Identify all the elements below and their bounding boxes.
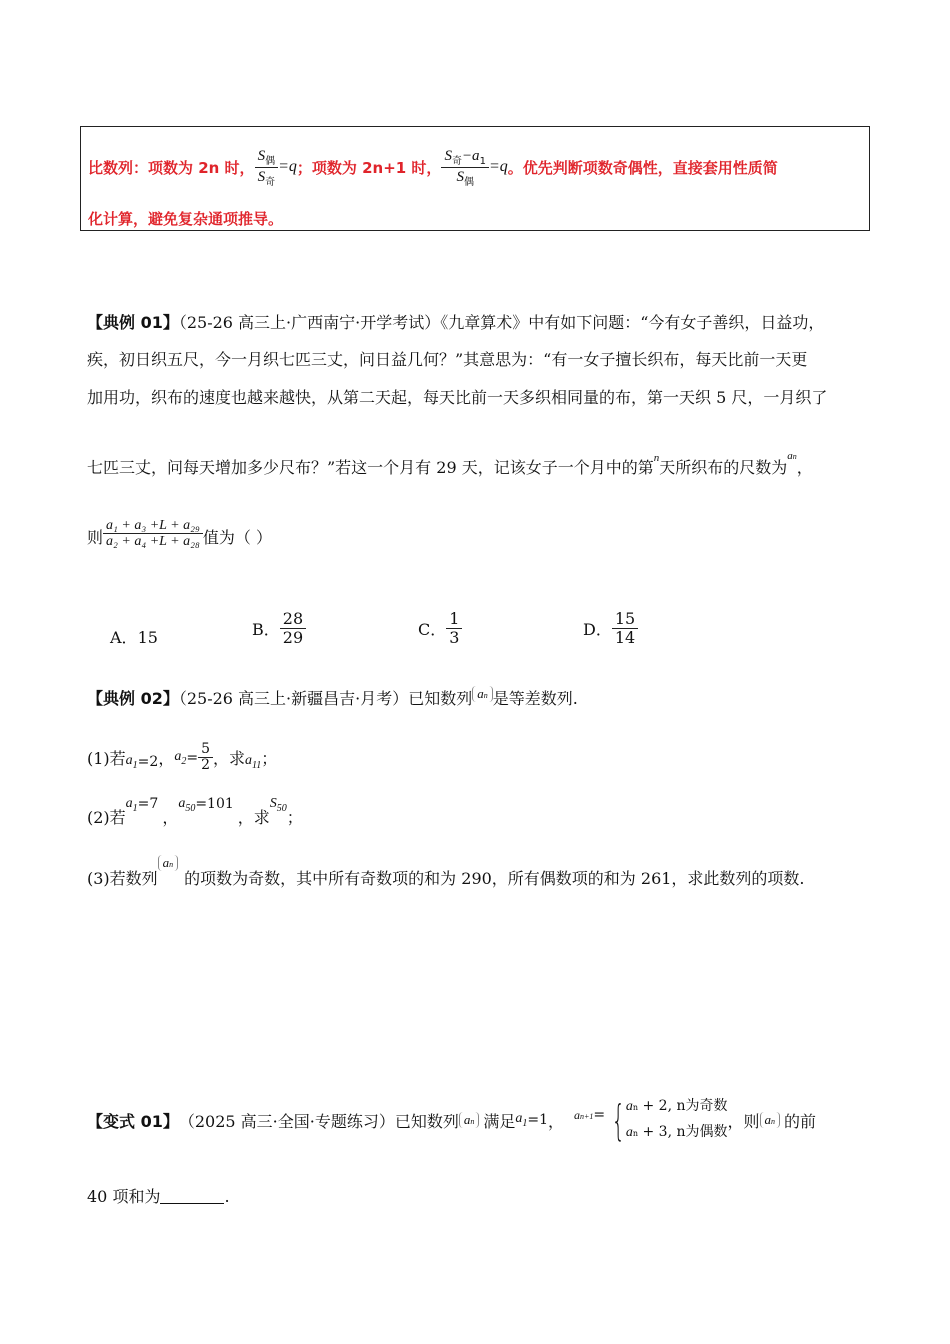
var1-line-2: 40 项和为 . <box>87 1187 230 1206</box>
ex2-part-2: (2)若 $a_1$ =7 ， $a_{50}$ =101 ，求 $S_{50}$ ； <box>87 796 303 827</box>
ex2-sequence-set-2: an <box>158 855 179 871</box>
ex1-line-4: 七匹三丈，问每天增加多少尺布？”若这一个月有 29 天，记该女子一个月中的第$^n$天所织布的尺数为$^{an}$， <box>87 450 813 477</box>
var1-source: （2025 高三·全国·专题练习） <box>178 1111 395 1131</box>
ex1-source: （25-26 高三上·广西南宁·开学考试） <box>178 313 441 332</box>
ex1-line-2: 疾，初日织五尺，今一月织七匹三丈，问日益几何？”其意思为：“有一女子擅长织布，每天比前一天更 <box>87 350 808 369</box>
ex1-option-d[interactable]: D． $\frac{15}{14}$ <box>583 610 638 646</box>
tip-fraction-2: $\frac{S_奇-a_1}{S_偶}$ <box>441 147 489 188</box>
ex2-tag: 【典例 02】 <box>87 689 179 708</box>
tip-part3: 。优先判断项数奇偶性，直接套用性质简 <box>507 158 778 177</box>
tip-part1: 比数列：项数为 2n 时， <box>88 158 255 177</box>
ex2-sequence-set: an <box>472 686 493 702</box>
tip-fraction-1: $\frac{S_偶}{S_奇}$ <box>255 147 279 188</box>
ex1-option-a[interactable]: A．15 <box>110 628 158 647</box>
ex1-tag: 【典例 01】 <box>87 313 179 332</box>
tip-part2: ；项数为 2n+1 时， <box>296 158 442 177</box>
ex1-option-c[interactable]: C． $\frac{1}{3}$ <box>418 610 462 646</box>
var1-sequence-set-2: an <box>760 1112 781 1128</box>
tip-line-2: 化计算，避免复杂通项推导。 <box>88 210 284 228</box>
ex1-question: 则 $\frac{\text{a₁ + a₃ +L + a₂₉}}{\text{a₂ + a₄ +L + a₂₈}}$ 值为（ ） <box>87 518 272 550</box>
var1-sequence-set: an <box>459 1112 480 1128</box>
ex1-line-3: 加用功，织布的速度也越来越快，从第二天起，每天比前一天多织相同量的布，第一天织 5 尺，一月织了 <box>87 388 828 407</box>
answer-blank[interactable] <box>160 1203 224 1204</box>
ex2-header: 【典例 02】（25-26 高三上·新疆昌吉·月考）已知数列 an 是等差数列. <box>87 686 578 708</box>
ex2-part-3: (3)若数列 an 的项数为奇数，其中所有奇数项的和为 290，所有偶数项的和为 261，求此数列的项数. <box>87 855 805 888</box>
var1-line-1: 【变式 01】 （2025 高三·全国·专题练习） 已知数列 an 满足 $a_1$ =1 ， an+1 = { an + 2, n为奇数 an + 3, n为偶数 ，则 an 的前 <box>87 1095 817 1145</box>
var1-recurrence-cases: an + 2, n为奇数 an + 3, n为偶数 <box>625 1098 728 1140</box>
ex1-line-1: 【典例 01】（25-26 高三上·广西南宁·开学考试）《九章算术》中有如下问题：“今有女子善织，日益功， <box>87 313 825 332</box>
var1-tag: 【变式 01】 <box>87 1111 179 1131</box>
ex1-option-b[interactable]: B． $\frac{28}{29}$ <box>252 610 306 646</box>
ex2-source: （25-26 高三上·新疆昌吉·月考） <box>178 689 409 708</box>
left-brace: { <box>611 1095 626 1145</box>
ex1-ratio-fraction: $\frac{\text{a₁ + a₃ +L + a₂₉}}{\text{a₂ + a₄ +L + a₂₈}}$ <box>103 518 203 550</box>
ex2-part-1: (1)若 $a_1$ =2 ， $a_2$ = $\frac{5}{2}$ ，求 $a_{11}$ ； <box>87 741 278 774</box>
tip-line-1: 比数列：项数为 2n 时， $\frac{S_偶}{S_奇}$ =q ；项数为 2n+1 时， $\frac{S_奇-a_1}{S_偶}$ =q 。优先判断项数奇偶性，直接套用性质简 <box>88 147 778 188</box>
